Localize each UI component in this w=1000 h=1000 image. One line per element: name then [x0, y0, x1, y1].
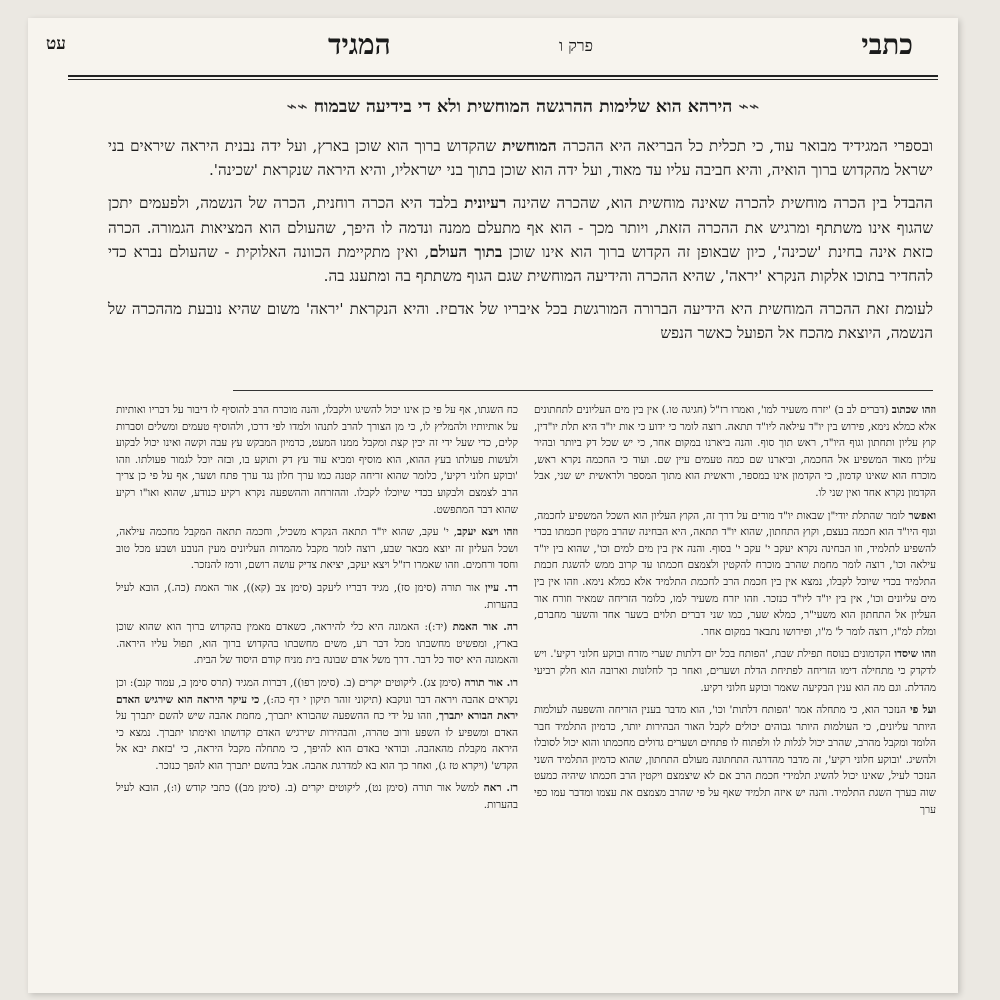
text-run: , וזהו על ידי כח ההשפעה שהבורא יתברך, מחמת אהבה שיש להשם יתברך על האדם ומשפיע לו השפע ורוב טהרה, והבהירות שירגיש האדם קדושתו ואימתו יתברך. נמצא כי היראה מקבלת מהאהבה. ובודאי באדם הוא להיפך, כי מתחלה מקבל היראה, כי 'בזאת יבא אל הקדש' (ויקרא טז ג), ואחר כך הוא בא למדרגת אהבה. אבל בהשם יתברך הוא להפך כנזכר.: [116, 710, 518, 772]
footnote-paragraph: [116, 619, 518, 669]
text-run: . והיא הנקראת 'יראה' משום שהיא נובעת מההכרה של הנשמה, היוצאת מהכח אל הפועל כאשר הנפש: [108, 300, 933, 343]
bold-text-run: רז. ראה: [483, 782, 518, 795]
book-title: כתבי: [861, 28, 913, 61]
bold-text-run: רה. אור האמת: [452, 621, 518, 634]
text-run: (דברים לב ב) 'יזרח משעיר למו', ואמרו רז"ל (חגיגה טו.) אין בין מים העליונים לתחתונים אלא כמלא נימא, פירוש בין יו"ד עילאה ליו"ד תתאה. רוצה לומר כי ידוע כי אות יו"ד היא תלת יו"דין, קוץ עליון ותחתון וגוף היו"ד, ראש תוך סוף. והנה ביארנו במקום אחר, כי יש שכל דק ביותר ובהיר עליון מאוד המשפיע אל החכמה, וביארנו שם כמה טעמים עיין שם. ועוד כי החכמה נקרא ראש, מוכרח הוא שאינו קדמון, כי הקדמון אינו במספר, וראשית הוא מתוך המספר ולראשית יש שני, אבל הקדמון נקרא אחד ואין שני לו.: [534, 404, 936, 499]
ornament-right-icon: ⌁⌁: [738, 97, 760, 117]
text-run: , י' עקב, שהוא יו"ד תתאה הנקרא משכיל, וחכמה תתאה המקבל מחכמה עילאה, ושכל העליון זה יוצא מבאר שבע, רוצה לומר מקבל מהמדות העליונים מעין הנובע ושבע מכל טוב וחסד ורחמים. וזהו שאמרו רז"ל ויצא יעקב, יציאת צדיק עושה רושם, ורמז להנזכר.: [116, 526, 518, 572]
footnote-paragraph: [116, 675, 518, 775]
main-paragraph: [108, 134, 933, 182]
book-page: [28, 18, 958, 993]
footnote-paragraph: [534, 702, 936, 818]
main-paragraph: [108, 191, 933, 288]
ornament-left-icon: ⌁⌁: [286, 97, 308, 117]
bold-text-run: ועל פי: [909, 704, 936, 717]
text-run: ובספרי המגיד: [853, 137, 933, 155]
bold-text-run: בתוך העולם: [429, 242, 503, 261]
footnotes-right-column: [534, 402, 936, 987]
footnote-paragraph: [534, 508, 936, 641]
text-run: כח השגתו, אף על פי כן אינו יכול להשיגו ולקבלו, והנה מוכרח הרב להוסיף לו דיבור על דבריו ואותיות על אותיותיו ולהמליץ לו, כי מן הצורך להרב לתנהו ולמדו לפי דרכו, ולהוסיף טעמים ומשלים וסברות קלים, כדי שעל ידי זה יבין קצת ומקבל ממנו המעט, כדמיון המבקש עץ עבה וקשה ואינו יכול לבקוע ולעשות פעולתו בעץ ההוא, הוא מוסיף ומביא עוד עץ דק ותוקע בו, ובזה יוכל לגמור פעולתו. וזהו 'ובוקע חלוני רקיע', כלומר שהוא זריחה קטנה כמו ערך חלון נגד ערך פתח ושער, אף על פי כן צריך הרב לצמצם ולבקוע בכדי שיוכלו לקבלו. וההזרחה וההשפעה נקרא רקיע כנודע, שהוא ואו"ו רקיע שהוא דבר המתפשט.: [116, 404, 518, 516]
text-run: , ואין מתקיימת הכוונה האלוקית - שהעולם נברא כדי להחדיר בתוכו אלקות הנקרא 'יראה', שהיא ההכרה והידיעה המוחשית שגם הגוף משתתף בה ומתענג בה.: [108, 242, 933, 286]
text-run: אור תורה (סימן סז), מגיד דבריו ליעקב (סימן צב (קא)), אור האמת (כה.), הובא לעיל בהערות.: [116, 581, 518, 611]
text-run: הנזכר הוא, כי מתחלה אמר 'הפותח דלתות' וכו', הוא מדבר בענין הזריחה והשפעה לעולמות היותר עליונים, כי העולמות היותר גבוהים יכולים לקבל האור הבהירות יותר, כדמיון התלמיד חבר הלומד ומקבל מהרב, שהרב יכול לגלות לו ולפתוח לו פתחים ושערים גדולים מחכמתו והוא יכול לסובלו ולהשיג. 'ובוקע חלוני רקיע', זה מדבר מהדרגה התחתונה מעולם התחתון, שהוא כדמיון התלמיד השני הנזכר לעיל, שאינו יכול להשיג תלמידי חכמת הרב אם לא שיצמצם ויקטין הרב חכמתו שיהיה כמעט שוה בערך השגת התלמיד. והנה יש איזה תלמיד שאף על פי שהרב מצמצם את עצמו ומדבר עמו כפי ערך: [534, 704, 936, 816]
bold-text-run: וזהו ויצא יעקב: [456, 526, 518, 539]
footnote-paragraph: [116, 780, 518, 813]
header-rule-thin: [68, 79, 938, 80]
bold-text-run: רו. אור תורה: [464, 676, 518, 689]
bold-text-run: רד. עיין: [485, 581, 518, 594]
text-run: יד: [842, 137, 854, 155]
footnotes-left-column: [116, 402, 518, 987]
text-run: מבואר עוד, כי תכלית כל הבריאה היא ההכרה: [556, 137, 843, 155]
section-heading: [108, 96, 938, 117]
chapter-label: פרק ו: [559, 36, 593, 55]
footnote-paragraph: [116, 402, 518, 518]
header-rule: [68, 75, 938, 77]
main-paragraph: [108, 297, 933, 345]
text-run: ההבדל בין הכרה מוחשית להכרה שאינה מוחשית הוא, שהכרה שהינה: [506, 194, 933, 213]
bold-text-run: ואפשר: [908, 509, 936, 522]
text-run: בלבד היא הכרה רוחנית, הכרה של הנשמה, ולפעמים יתכן שהגוף אינו משתתף ומרגיש את ההכרה הזאת, ויותר מכך - הוא אף מתעלם ממנה ונדמה לו היפך, שהעולם הוא המציאות הגמורה. הכרה כזאת אינה בחינת 'שכינה', כיון שבאופן זה הקדוש ברוך הוא אינו שוכן: [108, 194, 934, 261]
text-run: יו: [395, 161, 404, 180]
text-run: הקדמונים בנוסח תפילת שבת, 'הפותח בכל יום דלתות שערי מזרח ובוקע חלוני רקיע'. ויש לדקדק כי מתחילה דימו הזריחה לפתיחת הדלת ושערים, ואחר כך לחלונות וארובה הוא חלק רביעי מהדלת. וגם מה הוא ענין הבקיעה שאמר ובוקע חלוני רקיע.: [534, 648, 936, 694]
bold-text-run: רעיונית: [464, 194, 507, 213]
text-run: , והיא היראה שנקראת 'שכינה'.: [208, 161, 396, 180]
text-run: , והיא חביבה עליו עד מאוד, ועל ידה הוא שוכן בתוך בני ישראל: [403, 161, 772, 180]
footnote-paragraph: [534, 402, 936, 502]
text-run: יז: [439, 300, 449, 319]
main-text: [108, 134, 933, 355]
bold-text-run: כי עיקר היראה הוא שירגיש האדם יראת הבורא יתברך: [116, 693, 518, 723]
text-run: לעומת זאת ההכרה המוחשית היא הידיעה הברורה המורגשת בכל איבריו של אדם: [448, 300, 933, 319]
footnote-rule: [233, 390, 933, 391]
running-head: [28, 24, 958, 72]
text-run: (יד:): האמונה היא כלי להיראה, כשאדם מאמין בהקדוש ברוך הוא שהוא שוכן בארץ, ומפשיט מחשבתו מכל דבר רע, משים מחשבתו בהקדוש ברוך הוא, תפול עליו היראה. והאמונה היא יסוד כל דבר. דרך משל אדם שבונה בית מניח קודם היסוד של הבית.: [116, 621, 518, 667]
bold-text-run: וזהו שיסדו: [894, 648, 936, 661]
section-heading-text: הירהא הוא שלימות ההרגשה המוחשית ולא די בידיעה שבמוח: [313, 97, 733, 117]
text-run: יה: [771, 161, 785, 180]
text-run: שהקדוש ברוך הוא שוכן בארץ, ועל ידה נבנית היראה שיראים בני ישראל מהקדוש ברוך הוא: [108, 137, 933, 180]
footnote-paragraph: [116, 524, 518, 574]
text-run: (סימן צג). ליקוטים יקרים (ב. (סימן רפו)), דברות המגיד (תרס סימן ב, עמוד קנב): וכן נקראים אהבה ויראה דבר ונוקבא (תיקוני זוהר תיקון י דף כה:),: [116, 676, 518, 706]
page-number: עט: [46, 34, 66, 54]
bold-text-run: וזהו שכתוב: [891, 404, 936, 416]
footnote-paragraph: [534, 646, 936, 696]
work-title: המגיד: [328, 28, 391, 61]
bold-text-run: המוחשית: [502, 137, 557, 155]
text-run: לומר שהתלת יודי"ן שבאות יו"ד מורים על דרך זה, הקוץ העליון הוא השכל המשפיע לחכמה, וגוף היו"ד הוא חכמה בעצם, וקוץ התחתון, שהוא יו"ד תתאה, היא הבחינה שהרב מקטין חכמתו בכדי להשפיע לתלמיד, וזו הבחינה נקרא יעקב י' עקב י' בסוף. והנה אין בין מים למים וכו', שהוא בין יו"ד עילאה וכו', רוצה לומר מחמת שהרב מוכרח להקטין ולצמצם חכמתו עד קרוב ממש להשגת חכמת התלמיד בכדי שיוכל לקבלו, נמצא אין בין חכמת הרב לחכמת התלמיד אלא כמלא נימא. וזהו אין בין מים עליונים וכו', אין בין יו"ד ליו"ד כנזכר. וזהו יזרח משעיר למו, כלומר הזריחה שמאיר וזורח אור העליון אל התחתון הוא משעי"ר, כמלא שער, כמו שני דברים תלוים בשער אחד והשער מחברם, ומלת למ"ו, רוצה לומר ל' מ"ו, ופירושו נתבאר במקום אחר.: [534, 509, 936, 638]
footnote-paragraph: [116, 580, 518, 613]
text-run: למשל אור תורה (סימן נט), ליקוטים יקרים (ב. (סימן מב)) כתבי קודש (ו:), הובא לעיל בהערות.: [116, 782, 518, 812]
